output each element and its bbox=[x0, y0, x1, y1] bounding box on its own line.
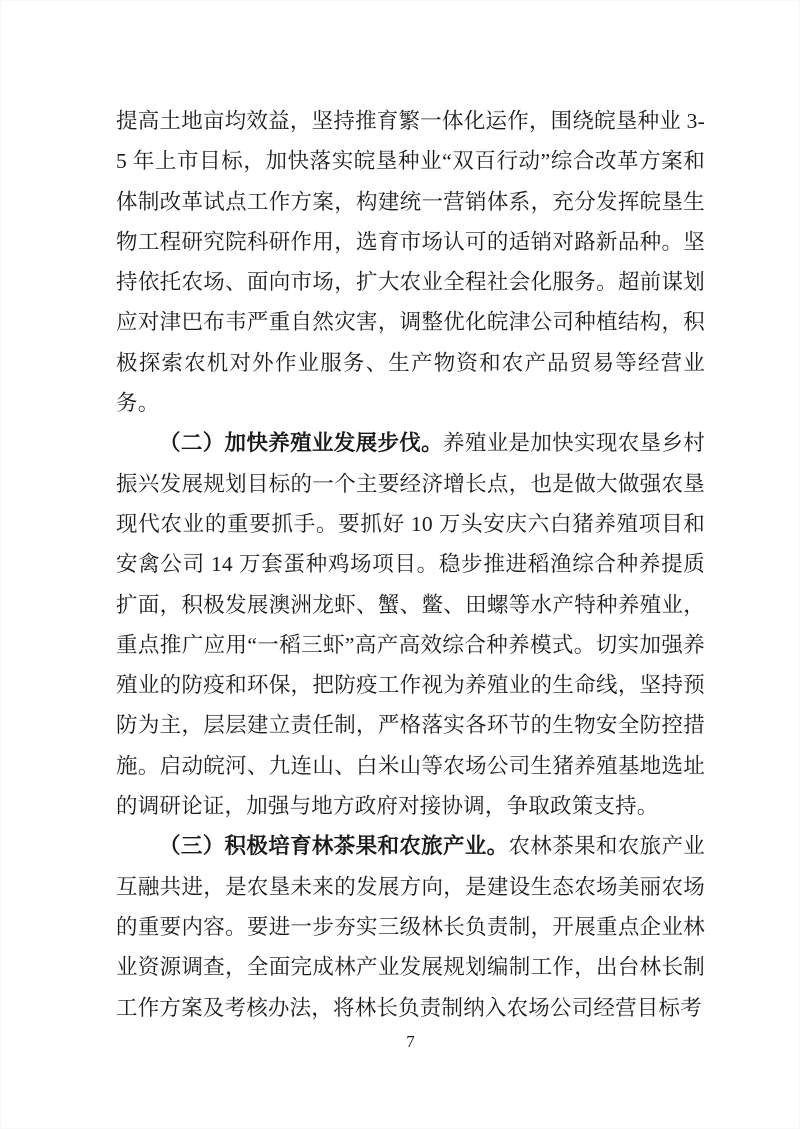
document-body bbox=[116, 101, 705, 1028]
paragraph-text: 农林茶果和农旅产业互融共进，是农垦未来的发展方向，是建设生态农场美丽农场的重要内容。要进一步夯实三级林长负责制，开展重点企业林业资源调查，全面完成林产业发展规划编制工作，出台林长制工作方案及考核办法，将林长负责制纳入农场公司经营目标考 bbox=[116, 834, 705, 1020]
paragraph-text: 养殖业是加快实现农垦乡村振兴发展规划目标的一个主要经济增长点，也是做大做强农垦现代农业的重要抓手。要抓好 10 万头安庆六白猪养殖项目和安禽公司 14 万套蛋种鸡场项目。稳步推进稻渔综合种养提质扩面，积极发展澳洲龙虾、蟹、鳖、田螺等水产特种养殖业，重点推广应用“一稻三虾”高产高效综合种养模式。切实加强养殖业的防疫和环保，把防疫工作视为养殖业的生命线，坚持预防为主，层层建立责任制，严格落实各环节的生物安全防控措施。启动皖河、九连山、白米山等农场公司生猪养殖基地选址的调研论证，加强与地方政府对接协调，争取政策支持。 bbox=[116, 431, 705, 819]
paragraph-continuation bbox=[116, 101, 705, 423]
section-2-heading: （二）加快养殖业发展步伐。 bbox=[159, 431, 443, 456]
paragraph-section-3 bbox=[116, 826, 705, 1027]
paragraph-section-2 bbox=[116, 423, 705, 826]
section-3-heading: （三）积极培育林茶果和农旅产业。 bbox=[159, 834, 509, 859]
paragraph-text: 提高土地亩均效益，坚持推育繁一体化运作，围绕皖垦种业 3-5 年上市目标，加快落实皖垦种业“双百行动”综合改革方案和体制改革试点工作方案，构建统一营销体系，充分发挥皖垦生物工程研究院科研作用，选育市场认可的适销对路新品种。坚持依托农场、面向市场，扩大农业全程社会化服务。超前谋划应对津巴布韦严重自然灾害，调整优化皖津公司种植结构，积极探索农机对外作业服务、生产物资和农产品贸易等经营业务。 bbox=[116, 109, 705, 416]
page-number: 7 bbox=[406, 1032, 415, 1051]
